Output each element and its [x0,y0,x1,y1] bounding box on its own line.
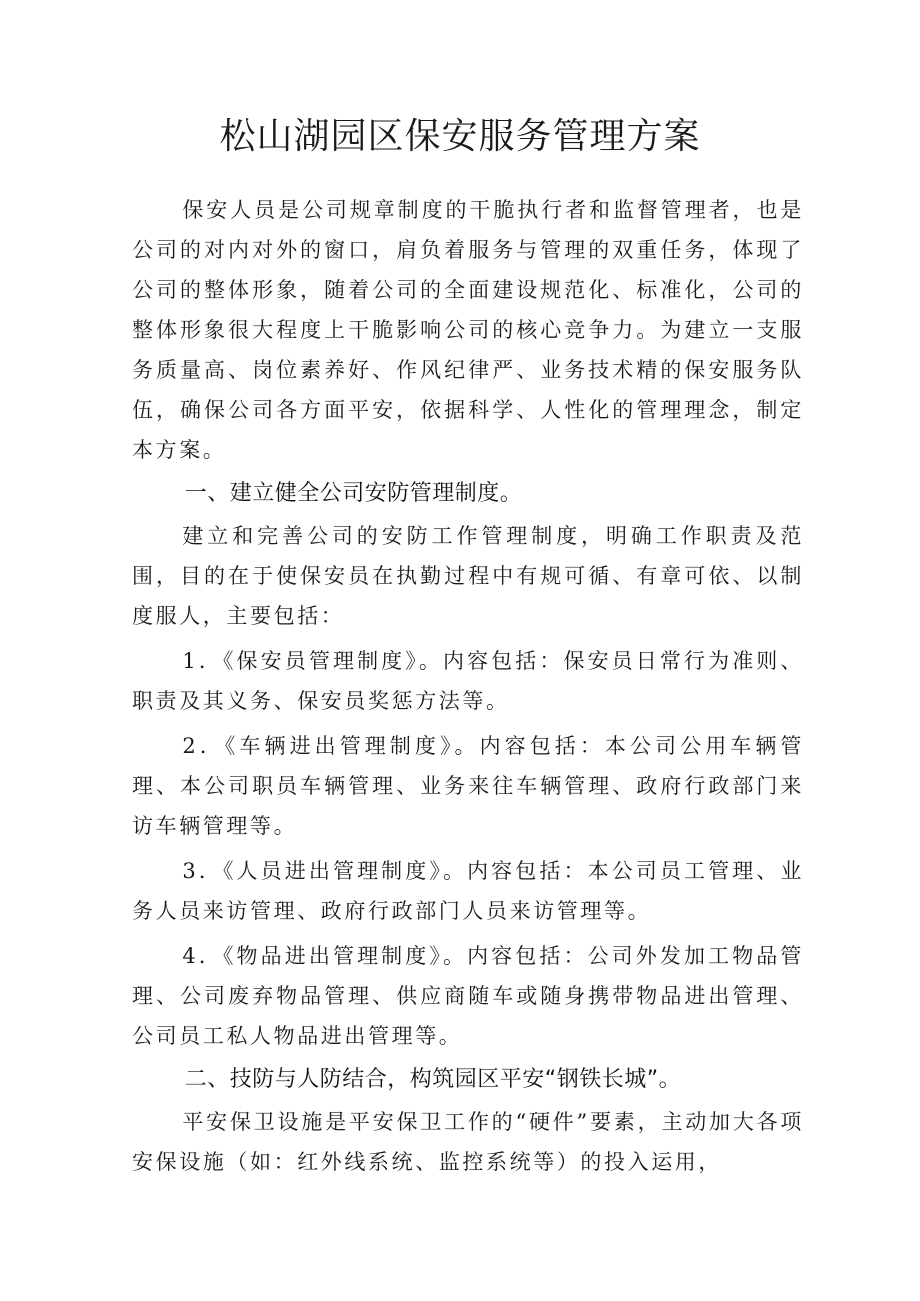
section-2-paragraph: 平安保卫设施是平安保卫工作的“硬件”要素，主动加大各项安保设施（如：红外线系统、监控系统等）的投入运用， [132,1110,804,1174]
document-body [132,190,804,1182]
list-item: 2．《车辆进出管理制度》。内容包括：本公司公用车辆管理、本公司职员车辆管理、业务来往车辆管理、政府行政部门来访车辆管理等。 [132,734,804,838]
section-1-heading: 一、建立健全公司安防管理制度。 [184,481,523,506]
section-2-heading: 二、技防与人防结合，构筑园区平安“钢铁长城”。 [184,1067,682,1092]
section-1-paragraph: 建立和完善公司的安防工作管理制度，明确工作职责及范围，目的在于使保安员在执勤过程中有规可循、有章可依、以制度服人，主要包括： [132,524,804,628]
intro-paragraph: 保安人员是公司规章制度的干脆执行者和监督管理者，也是公司的对内对外的窗口，肩负着服务与管理的双重任务，体现了公司的整体形象，随着公司的全面建设规范化、标准化，公司的整体形象很大程度上干脆影响公司的核心竞争力。为建立一支服务质量高、岗位素养好、作风纪律严、业务技术精的保安服务队伍，确保公司各方面平安，依据科学、人性化的管理理念，制定本方案。 [132,198,804,462]
list-item: 3．《人员进出管理制度》。内容包括：本公司员工管理、业务人员来访管理、政府行政部门人员来访管理等。 [132,859,804,923]
list-item: 1．《保安员管理制度》。内容包括：保安员日常行为准则、职责及其义务、保安员奖惩方法等。 [132,649,804,713]
list-item: 4．《物品进出管理制度》。内容包括：公司外发加工物品管理、公司废弃物品管理、供应商随车或随身携带物品进出管理、公司员工私人物品进出管理等。 [132,944,804,1048]
document-title: 松山湖园区保安服务管理方案 [219,116,701,157]
